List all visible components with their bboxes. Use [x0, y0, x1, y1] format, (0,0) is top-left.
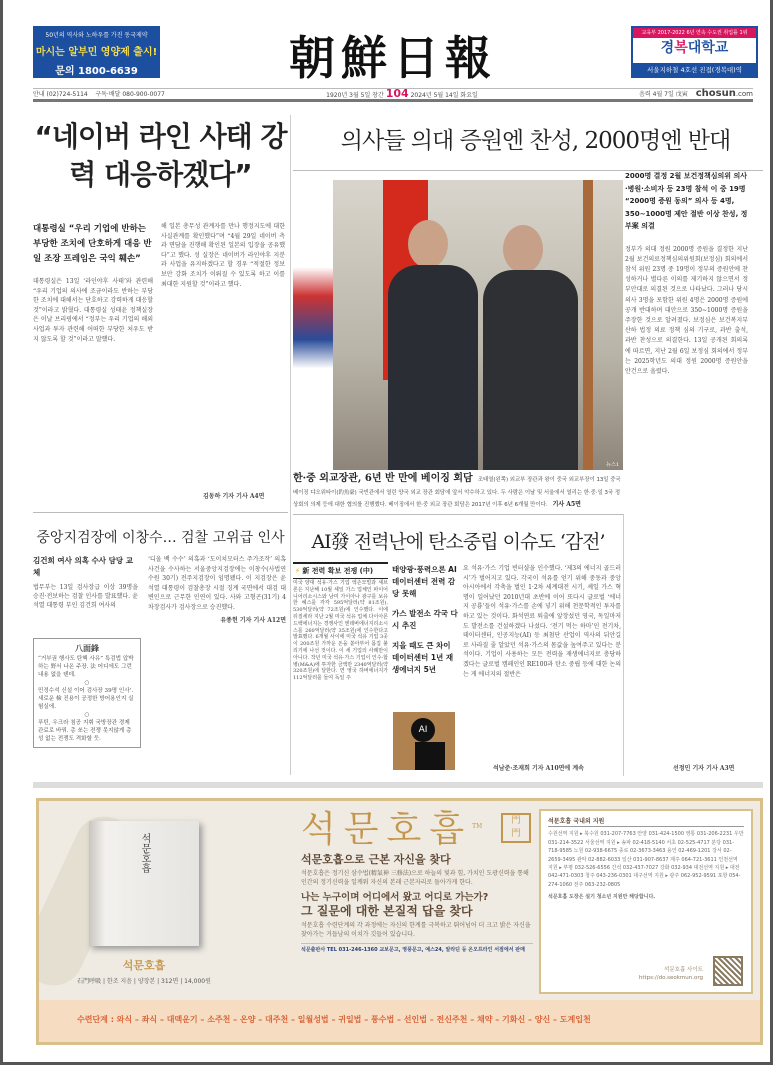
- separator: ○: [84, 680, 90, 686]
- main-story-text: [625, 170, 748, 377]
- column-item: “거부권 행사도 탄핵 사유” 특검법 압박하는 野서 나온 주장. 法 어디에도 그런 내용 없을 텐데.: [38, 656, 134, 678]
- book-image: 석문호흡: [89, 821, 199, 946]
- ai-icon: AI: [411, 718, 435, 742]
- ai-illustration: [393, 712, 455, 770]
- training-stages: 수련단계 : 와식 – 좌식 – 대맥운기 – 소주천 – 온양 – 대주천 – 일월성법 – 귀일법 – 풍수법 – 선인법 – 전신주천 – 채약 – 기화신 – 양신 – 도계입천: [39, 1000, 760, 1042]
- article-body: 대통령실은 13일 ‘라인야후 사태’와 관련해 “우리 기업의 의사에 조금이라도 반하는 부당한 조치에 대해서는 단호하고 강력하게 대응할 것”이라고 밝혔다. 대통령실 성태윤 정책실장은 이날 브리핑에서 “정부는 우리 기업의 해외 사업과 투자 관련해 어떠한 부당한 처우도 받지 않도록 할 것”이라고 말했다.: [33, 278, 153, 343]
- site-link[interactable]: chosun.com: [695, 87, 753, 99]
- byline: 석남준·조재희 기자 A10면에 계속: [493, 765, 584, 772]
- ad-text: 문의 1800-6639: [55, 66, 138, 77]
- article-body: 해 일본 총무성 관계자를 만나 행정지도에 대한 사실관계를 확인했다”며 “4월 29일 네이버 측과 면담을 진행해 확인된 일본의 입장을 공유했다”고 했다. 성 실장은 네이버가 라인야후 지분과 사업을 유지하겠다고 할 경우 “적절한 정보 보안 강화 조치가 이뤄질 수 있도록 하고 이를 최대한 지원할 것”이라고 했다.: [161, 223, 285, 288]
- caption-ref: 기사 A5면: [552, 501, 581, 508]
- person-cho: [388, 265, 478, 470]
- phone-info: 안내 (02)724-5114: [33, 90, 88, 98]
- person-head: [408, 220, 448, 268]
- site-url[interactable]: https://do.seokmun.org: [638, 975, 703, 981]
- article-body: ‘디올 백 수수’ 의혹과 ‘도이치모터스 주가조작’ 의혹 사건을 수사하는 서울중앙지검장에는 이창수(사법연수원 30기) 전주지검장이 임명됐다. 이 지검장은 윤석열 대통령이 검찰총장 시절 징계 국면에서 대검 대변인으로 근무한 인연이 있다. 사와 고형곤(31기) 4차장검사가 검사장으로 승진했다.: [148, 556, 286, 611]
- branch-list: 석문호흡 국내외 지원 수원선역 지원 ▸ 북수원 031-207-7763 안양 031-424-1500 영통 031-206-2231 우만 031-214-3522 서울선역 지원 ▸ 송파 02-418-5140 서초 02-525-4717 분당 031-718-9585 노원 02-938-6675 종로 02-3673-3463 용인 02-469-1201 강서 02-2659-3495 관악 02-882-6033 일산 031-907-8637 제주 064-721-3611 인천선역 지원 ▸ 부평 032-526-6556 간석 032-437-7027 강화 032-934 대전선역 지원 ▸ 대전 042-471-0303 청주 043-236-0301 대구선역 지원 ▸ 광주 062-952-9591 포항 054-274-1060 전주 063-232-0805 석문호흡 도장은 설기 청소년 지원만 해당합니다. 석문호흡 사이트 https://do.seokmun.org: [539, 809, 753, 994]
- newspaper-logo: 朝鮮日報: [289, 31, 497, 85]
- separator: ○: [84, 712, 90, 718]
- book-info: 石門呼吸 | 한조 지음 | 양장본 | 312면 | 14,000원: [77, 978, 211, 985]
- side-heads: [392, 564, 459, 676]
- section-separator: [33, 782, 763, 788]
- korea-flag: [293, 180, 333, 470]
- side-head: 가스 발전소 각국 다시 추진: [392, 609, 458, 630]
- headline-medical-school[interactable]: 의사들 의대 증원엔 찬성, 2000명엔 반대: [340, 128, 731, 154]
- qr-code-icon[interactable]: [713, 956, 743, 986]
- series-label: ⚡ 新 전력 확보 전쟁 (中): [293, 562, 388, 579]
- dateline: [33, 88, 753, 102]
- byline: 선정민 기자 기사 A3면: [673, 765, 735, 772]
- article-body: 요 석유·가스 기업 빈터샬을 인수했다. ‘제3의 에너지 골드러시’가 벌어지고 있다. 각국이 석유를 얻기 위해 중동과 중앙아시아에서 각축을 벌인 1·2차 세계대전 시기, 셰일 가스 혁명이 일어났던 2010년대 초반에 이어 또다시 글로벌 ‘에너지 공룡’들이 석유·가스를 손에 넣기 위해 천문학적인 투자를 하고 있는 것이다. 화석연료 퇴출에 앞장섰던 영국, 독일마저도 발전소를 건설하겠다 나섰다. ‘전기 먹는 하마’인 전기차, 데이터센터, 인공지능(AI) 등 최첨단 산업이 역사의 뒤안길로 사라질 줄 알았던 석유·가스의 몸값을 높여주고 있다는 분석이다. 기업이 사용하는 모든 전력을 재생에너지로 충당하겠다는 글로벌 캠페인인 RE100과 탄소 중립 등에 대한 논의는 게 에너지의 절반은: [463, 565, 621, 678]
- ad-seokmun[interactable]: [36, 798, 763, 1045]
- side-head: 태양광·풍력으론 AI 데이터센터 전력 감당 못해: [392, 565, 457, 598]
- subscribe-info: 구독·배달 080-900-0077: [95, 90, 165, 98]
- ad-dongkook[interactable]: [33, 26, 160, 78]
- article-body: 미국 양대 석유·가스 기업 엑손모빌과 셰브론은 지난해 10월 셰일 가스 업체인 파이어니어리소시스와 남미 가이아나 광구를 보유한 헤스를 각각 595억달러(약 81조원), 530억달러(약 72조원)에 인수했다. 이에 뒤질세라 지난 2월 미국 석유 업체 다이아몬드백에너지는 경쟁사인 엔데버에너지리소시스를 260억달러(약 35조원)에 인수한다고 발표했다. 6개월 사이에 미국 석유 기업 3곳이 200조원 가까운 돈을 쏟아부어 몸집 불리기에 나선 것이다. 이 세 기업의 사례만이 아니다. 작년 미국 석유·가스 기업이 인수·합병(M&A)에 투자한 금액만 2340억달러(약 320조원)에 달한다. 연 영국 하버에너지가 112억달러를 들여 독일 주: [293, 580, 388, 682]
- subhead: 김건희 여사 의혹 수사 담당 교체: [33, 556, 133, 577]
- person-wang: [483, 270, 578, 470]
- headline-ai-power[interactable]: AI發 전력난에 탄소중립 이슈도 ‘감전’: [311, 531, 605, 553]
- book-title: 석문호흡: [122, 959, 166, 972]
- ad-brand: 석문호흡™: [301, 809, 483, 850]
- pillar: [583, 180, 593, 470]
- caption-text: 조태열(왼쪽) 외교부 장관과 왕이 중국 외교부장이 13일 중국 베이징 댜오위타이(釣魚臺) 국빈관에서 열린 양국 외교 장관 회담에 앞서 악수하고 있다. 두 사람은 이날 및 서울에서 열리는 한·중·일 3국 정상회의 의제 등에 대한 협의를 진행했다. 베이징에서 한·중 외교 장관 회담은 2017년 이후 6년 6개월 만이다.: [293, 477, 621, 508]
- column-item: 푸틴, 우크라 침공 지휘 국방장관 경제 관료로 바꿔. 총 쏘는 전쟁 못지않게 총성 없는 전쟁도 격화할 듯.: [38, 720, 132, 742]
- lightning-icon: ⚡: [295, 567, 300, 575]
- column-item: 민정수석 신설 이어 검사장 39명 인사’. 새로운 檢 진용이 공정한 방어용인지 실험실에.: [38, 688, 134, 710]
- divider: [623, 514, 624, 776]
- byline: 김동하 기자 기사 A4면: [203, 493, 265, 500]
- article-body: 법무부는 13일 검사장급 이상 39명을 승진·전보하는 검찰 인사를 발표했다. 윤석열 대통령 부인 김건희 여사의: [33, 584, 138, 609]
- prosecution-col2: [148, 555, 286, 625]
- lunar-date: 음력 4월 7일 戊寅: [639, 90, 688, 98]
- person-head: [503, 225, 543, 273]
- divider: [33, 512, 288, 513]
- side-head: 지을 때도 큰 차이 데이터센터 1년 재생에너지 5년: [392, 641, 454, 674]
- photo-credit: 뉴스1: [606, 462, 619, 468]
- photo-caption: [293, 472, 623, 510]
- prosecution-col1: [33, 555, 138, 610]
- ad-copy: 석문호흡으로 근본 자신을 찾다 석문호흡은 정기신 삼수법(精氣神 三修法)으로 하늘의 빛과 힘, 가치인 도광신력을 통해 인간의 정기신력을 일깨워 자신의 본래 근본자리로 돌아가게 한다. 나는 누구이며 어디에서 왔고 어디로 가는가? 그 질문에 대한 본질적 답을 찾다 석문호흡 수련단계의 각 과정에는 자신의 한계를 극복하고 뛰어넘어 더 크고 밝은 자신을 찾아가는 거듭남의 이치가 깃들어 있습니다. 석문출판사 TEL 031-246-1360 교보문고, 영풍문고, 예스24, 알라딘 등 온오프라인 서점에서 판매: [301, 853, 533, 954]
- ad-univ-name: 경복대학교: [660, 40, 729, 56]
- seokmun-logo-icon: 門 門: [501, 813, 531, 843]
- photo-foreign-ministers[interactable]: [293, 180, 623, 470]
- left-article-col1: [33, 222, 153, 344]
- ad-text: 마시는 알부민 영양제 출시!: [35, 47, 158, 58]
- figure-icon: [415, 742, 445, 770]
- issue-info: 1920년 3월 5일 창간 104 2024년 5월 14일 화요일: [326, 86, 478, 100]
- article-body: 정부가 의대 정원 2000명 증원을 결정한 지난 2월 보건의료정책심의위원회(보정심) 회의에서 참석 위원 23명 중 19명이 정부의 증원안에 찬성하거나 별다른 이의를 제기하지 않으면서 정부안대로 의결된 것으로 나타났다. 그러나 당시 의사 3명을 포함한 위원 4명은 2000명 증원에 공개 반대하며 대안으로 350~1000명 증원을 주장한 것으로 알려졌다. 보정심은 보건복지부 산하 법정 의료 정책 심의 기구로, 과반 출석, 과반 찬성으로 의결한다. 13일 공개된 회의록에 따르면, 지난 2월 6일 보정심 회의에서 정부는 2025학년도 의대 정원 2000명 증원안을 안건으로 올렸다.: [625, 245, 748, 375]
- column-box-palmyeonbong[interactable]: [33, 638, 141, 748]
- headline-prosecution[interactable]: 중앙지검장에 이창수… 검찰 고위급 인사: [36, 530, 285, 546]
- ad-kyungbok[interactable]: [631, 26, 758, 78]
- divider: [293, 514, 623, 515]
- subhead: 대통령실 “우리 기업에 반하는 부당한 조치에 단호하게 대응 반일 조장 프레임은 국익 훼손”: [33, 224, 152, 264]
- ad-text: 서울지하철 4호선 진접(경복대)역: [633, 63, 756, 76]
- subhead: 2000명 결정 2월 보건정책심의위 의사·병원·소비자 등 23명 참석 이 중 19명 “2000명 증원 동의” 의사 등 4명, 350~1000명 제안 절반 이상 찬성, 정부案 의결: [625, 172, 748, 230]
- byline: 유종헌 기자 기사 A12면: [220, 616, 286, 624]
- caption-title: 한·중 외교장관, 6년 반 만에 베이징 회담: [293, 473, 473, 484]
- ad-text: 교육부 2017-2022 6년 연속 수도권 취업률 1위: [633, 28, 756, 38]
- divider: [290, 115, 291, 775]
- ad-text: 50년의 역사와 노하우를 가진 동국제약: [45, 32, 148, 39]
- site-info: 석문호흡 사이트 https://do.seokmun.org: [638, 967, 703, 981]
- column-title: 八面鋒: [75, 643, 99, 653]
- headline-naver-line[interactable]: “네이버 라인 사태 강력 대응하겠다”: [34, 120, 287, 191]
